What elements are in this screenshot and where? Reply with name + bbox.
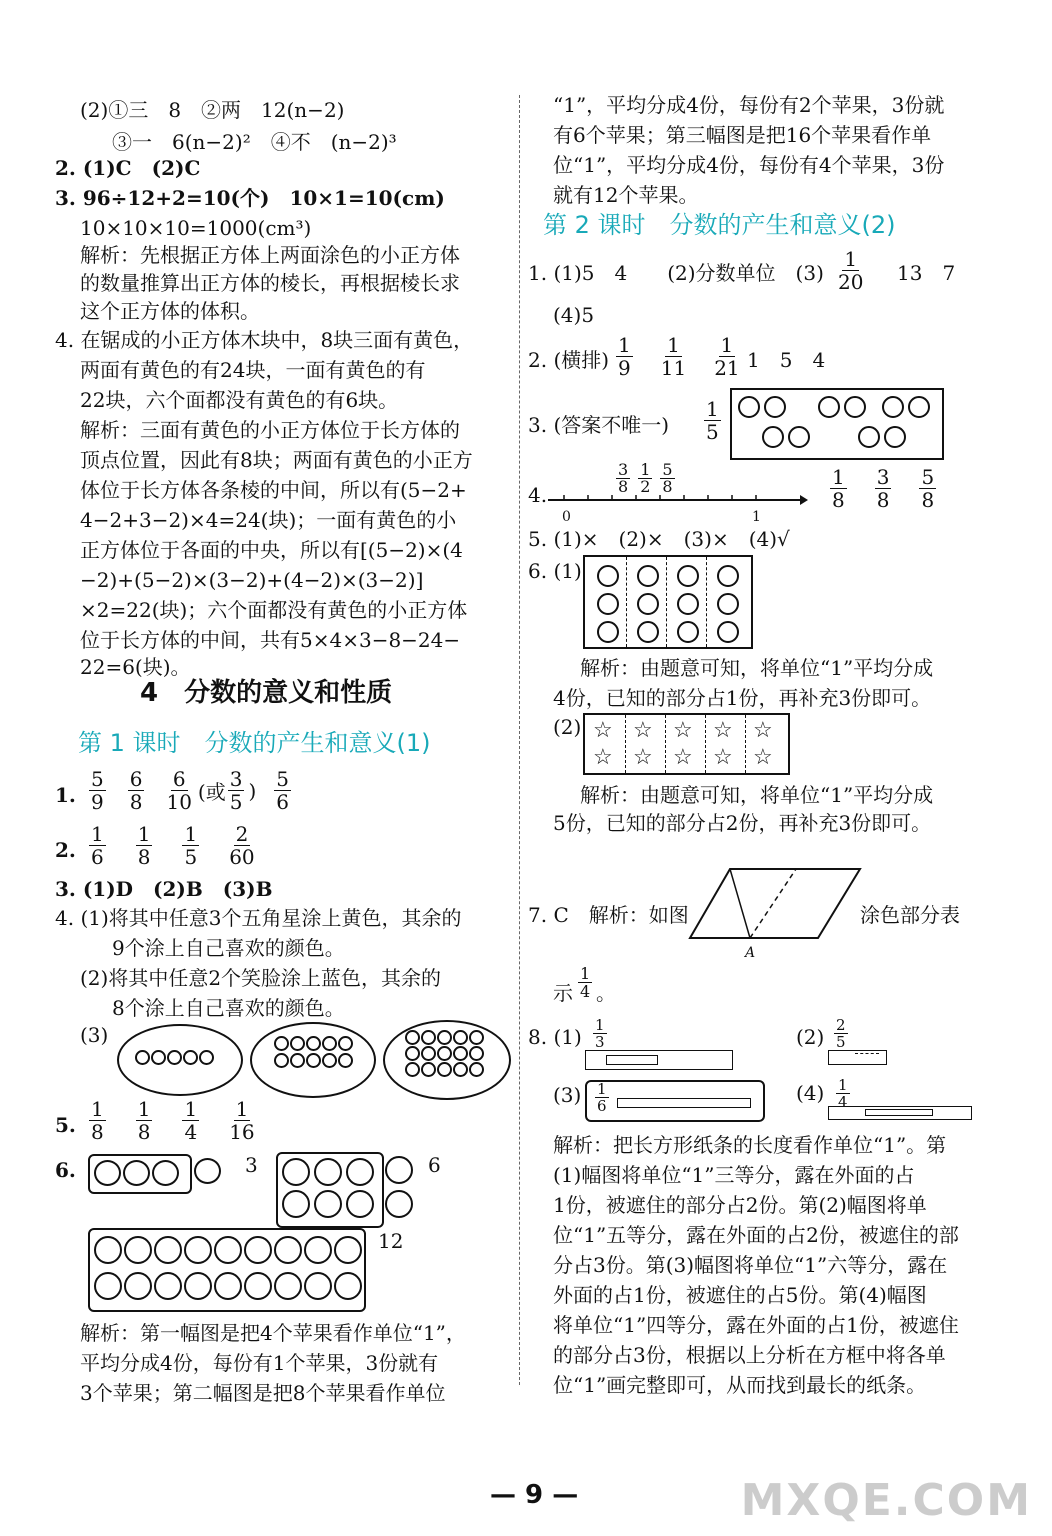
- text-line: 位“1”，平均分成4份，每份有4个苹果，3份: [553, 153, 945, 177]
- fraction: $\frac{1}{11}$: [660, 333, 687, 380]
- text-line: 3. 96÷12+2=10(个) 10×1=10(cm): [55, 186, 445, 210]
- text-line: 涂色部分表: [860, 903, 960, 927]
- fraction: $\frac{1}{4}$: [838, 1076, 848, 1111]
- lesson-title: 第 1 课时 分数的产生和意义(1): [78, 729, 431, 757]
- text-line: 解析：第一幅图是把4个苹果看作单位“1”，: [80, 1321, 466, 1345]
- text-line: 2. (1)C (2)C: [55, 156, 201, 180]
- parallelogram-figure: [688, 866, 863, 956]
- text-line: 的数量推算出正方体的棱长，再根据棱长求: [80, 271, 460, 295]
- text-line: 正方体位于各面的中央，所以有[(5−2)×(4: [80, 538, 463, 562]
- text-line: 2. (横排): [528, 348, 610, 372]
- text-line: 解析：由题意可知，将单位“1”平均分成: [580, 783, 934, 807]
- text-line: 解析：由题意可知，将单位“1”平均分成: [580, 656, 934, 680]
- text-line: (2): [553, 715, 582, 739]
- apple-group-box: [88, 1228, 366, 1312]
- fraction: $\frac{1}{16}$: [229, 1097, 255, 1144]
- paper-strip: $\frac{1}{6}$: [585, 1080, 765, 1122]
- text-line: (2)①三 8 ②两 12(n−2): [80, 98, 345, 122]
- fraction: $\frac{1}{4}$: [184, 1097, 198, 1144]
- text-line: 的部分占3份，根据以上分析在方框中将各单: [553, 1343, 946, 1367]
- apple-group-box: [88, 1154, 192, 1194]
- point-label: A: [745, 945, 756, 961]
- text-line: ③一 6(n−2)² ④不 (n−2)³: [112, 130, 397, 154]
- text-line: 3. (1)D (2)B (3)B: [55, 877, 273, 901]
- text-line: 4.: [528, 483, 548, 507]
- text-line: 6. (1): [528, 559, 582, 583]
- ellipse-figure: [383, 1020, 511, 1100]
- text-line: 解析：先根据正方体上两面涂色的小正方体: [80, 243, 460, 267]
- p2-fractions: [612, 334, 744, 379]
- text-line: 1 5 4: [747, 348, 826, 372]
- apple-icon: [385, 1156, 413, 1184]
- text-line: 4. 在锯成的小正方体木块中，8块三面有黄色，: [55, 328, 474, 352]
- text-line: 1份，被遮住的部分占2份。第(2)幅图将单: [553, 1193, 927, 1217]
- paper-strip: [828, 1106, 972, 1120]
- watermark: MXQE.COM: [740, 1475, 1032, 1526]
- fraction: $\frac{1}{6}$: [91, 822, 104, 869]
- fraction: $\frac{5}{8}$: [662, 460, 673, 496]
- fraction: $\frac{1}{20}$: [838, 247, 864, 294]
- tick-label: 0: [562, 509, 571, 525]
- text-line: (1)幅图将单位“1”三等分，露在外面的占: [553, 1163, 915, 1187]
- star-icon: ☆: [633, 718, 653, 743]
- text-line: 位“1”画完整即可，从而找到最长的纸条。: [553, 1373, 927, 1397]
- fraction: $\frac{1}{8}$: [91, 1097, 104, 1144]
- star-grid-box: [583, 713, 790, 775]
- star-icon: ☆: [713, 745, 733, 770]
- fraction: $\frac{1}{9}$: [618, 333, 631, 380]
- fraction: $\frac{3}{8}$: [618, 460, 629, 496]
- q5-fractions: [85, 1098, 259, 1143]
- paper-strip: [585, 1050, 733, 1070]
- fraction: $\frac{6}{10}$: [166, 767, 192, 814]
- text-line: 有6个苹果；第三幅图是把16个苹果看作单: [553, 123, 932, 147]
- star-icon: ☆: [593, 745, 613, 770]
- q-number: 6.: [55, 1158, 76, 1182]
- text-line: (4): [796, 1081, 825, 1105]
- text-line: 。: [596, 981, 616, 1005]
- q1-fractions: $\frac{5}{9}$ $\frac{6}{8}$ $\frac{6}{10}$ (或 $\frac{3}{5}$ ) $\frac{5}{6}$: [91, 767, 290, 814]
- apple-group-box: [276, 1152, 384, 1228]
- paper-strip: [828, 1050, 887, 1065]
- text-line: 8个涂上自己喜欢的颜色。: [112, 996, 345, 1020]
- text-line: 分占3份。第(3)幅图将单位“1”六等分，露在: [553, 1253, 948, 1277]
- text-line: 3个苹果；第二幅图是把8个苹果看作单位: [80, 1381, 446, 1405]
- ellipse-figure: [117, 1024, 243, 1096]
- apple-icon: [385, 1190, 413, 1218]
- fraction: $\frac{1}{8}$: [137, 822, 151, 869]
- or-text: (或: [197, 780, 226, 804]
- q-number: 2.: [55, 838, 76, 862]
- tick-label: 1: [752, 509, 761, 525]
- text-line: ×2=22(块)；六个面都没有黄色的小正方体: [80, 598, 468, 622]
- q-number: 5.: [55, 1113, 76, 1137]
- answer-number: 3: [245, 1153, 258, 1177]
- text-line: 两面有黄色的有24块，一面有黄色的有: [80, 358, 426, 382]
- text-line: 8. (1): [528, 1025, 582, 1049]
- text-line: 5份，已知的部分占2份，再补充3份即可。: [553, 811, 932, 835]
- star-icon: ☆: [753, 745, 773, 770]
- text-line: 7. C 解析：如图: [528, 903, 689, 927]
- text-line: 10×10×10=1000(cm³): [80, 216, 312, 240]
- text-line: 解析：把长方形纸条的长度看作单位“1”。第: [553, 1133, 947, 1157]
- number-line: [548, 490, 808, 510]
- text-line: 体位于长方体各条棱的中间，所以有(5−2+: [80, 478, 467, 502]
- text-line: 将单位“1”四等分，露在外面的占1份，被遮住: [553, 1313, 959, 1337]
- fraction: $\frac{2}{60}$: [229, 822, 255, 869]
- circle-box: [730, 388, 944, 460]
- answer-number: 6: [428, 1153, 441, 1177]
- text-line: 位“1”五等分，露在外面的占2份，被遮住的部: [553, 1223, 959, 1247]
- star-icon: ☆: [753, 718, 773, 743]
- text-line: 4份，已知的部分占1份，再补充3份即可。: [553, 686, 932, 710]
- star-icon: ☆: [673, 718, 693, 743]
- fraction: $\frac{1}{5}$: [184, 822, 198, 869]
- answer-number: 12: [378, 1229, 404, 1253]
- fraction: $\frac{5}{8}$: [921, 465, 935, 512]
- text-line: “1”，平均分成4份，每份有2个苹果，3份就: [553, 93, 945, 117]
- circle-grid-box: [583, 555, 753, 649]
- text-line: 22=6(块)。: [80, 655, 191, 679]
- section-title: 4 分数的意义和性质: [140, 678, 393, 708]
- star-icon: ☆: [633, 745, 653, 770]
- text-line: 4−2+3−2)×4=24(块)；一面有黄色的小: [80, 508, 457, 532]
- fraction: $\frac{6}{8}$: [129, 767, 143, 814]
- text-line: (3): [80, 1023, 109, 1047]
- text-line: (2): [796, 1025, 825, 1049]
- column-divider: [519, 95, 520, 1385]
- text-line: 4. (1)将其中任意3个五角星涂上黄色，其余的: [55, 906, 462, 930]
- ellipse-figure: [250, 1022, 376, 1098]
- text-line: 示: [553, 981, 573, 1005]
- fraction: $\frac{3}{8}$: [876, 465, 890, 512]
- text-line: (2)将其中任意2个笑脸涂上蓝色，其余的: [80, 966, 442, 990]
- text-line: 平均分成4份，每份有1个苹果，3份就有: [80, 1351, 439, 1375]
- text-line: 解析：三面有黄色的小正方体位于长方体的: [80, 418, 460, 442]
- star-icon: ☆: [713, 718, 733, 743]
- text-line: (4)5: [553, 303, 595, 327]
- fraction: $\frac{1}{4}$: [580, 964, 591, 1001]
- fraction: $\frac{1}{3}$: [595, 1016, 605, 1051]
- fraction: $\frac{1}{2}$: [640, 460, 651, 496]
- fraction: $\frac{1}{8}$: [832, 465, 845, 512]
- lesson-title: 第 2 课时 分数的产生和意义(2): [543, 211, 896, 239]
- text-line: 1. (1)5 4 (2)分数单位 (3): [528, 261, 824, 285]
- star-icon: ☆: [673, 745, 693, 770]
- star-icon: ☆: [593, 718, 613, 743]
- fraction: $\frac{1}{8}$: [137, 1097, 151, 1144]
- text-line: 顶点位置，因此有8块；两面有黄色的小正方: [80, 448, 473, 472]
- p4-answer-fractions: [826, 466, 940, 511]
- text-line: 9个涂上自己喜欢的颜色。: [112, 936, 345, 960]
- text-line: −2)+(5−2)×(3−2)+(4−2)×(3−2)]: [80, 568, 424, 592]
- text-line: 这个正方体的体积。: [80, 299, 260, 323]
- text-line: 外面的占1份，被遮住的占5份。第(4)幅图: [553, 1283, 927, 1307]
- fraction: $\frac{5}{6}$: [276, 767, 290, 814]
- page-number: — 9 —: [490, 1480, 579, 1510]
- text-line: 位于长方体的中间，共有5×4×3−8−24−: [80, 628, 461, 652]
- text-line: (3): [553, 1083, 582, 1107]
- q-number: 1.: [55, 783, 76, 807]
- text-line: 就有12个苹果。: [553, 183, 699, 207]
- fraction: $\frac{2}{5}$: [836, 1016, 846, 1051]
- text-line: 13 7: [897, 261, 956, 285]
- q2-fractions: [85, 823, 259, 868]
- fraction: $\frac{3}{5}$: [229, 767, 243, 814]
- apple-icon: [194, 1158, 221, 1184]
- fraction: $\frac{1}{5}$: [706, 397, 719, 444]
- fraction: $\frac{5}{9}$: [91, 767, 104, 814]
- text-line: 22块，六个面都没有黄色的有6块。: [80, 388, 399, 412]
- fraction: $\frac{1}{21}$: [714, 333, 740, 380]
- text-line: 5. (1)× (2)× (3)× (4)√: [528, 527, 790, 551]
- text-line: 3. (答案不唯一): [528, 413, 670, 437]
